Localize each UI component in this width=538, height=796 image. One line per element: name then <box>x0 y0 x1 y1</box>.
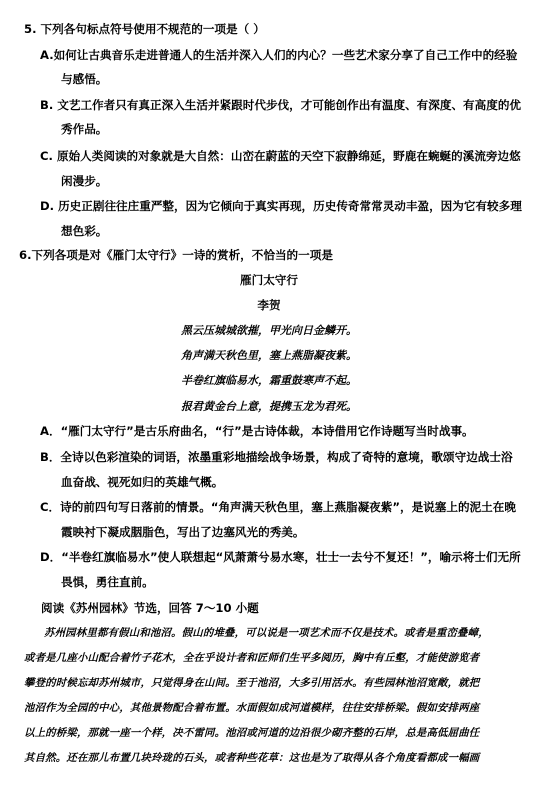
poem-line-1: 黑云压城城欲摧，甲光向日金鳞开。 <box>181 324 357 337</box>
poem-line-2: 角声满天秋色里，塞上燕脂凝夜紫。 <box>181 349 357 362</box>
q6-option-c-line2: 霞映衬下凝成胭脂色，写出了边塞风光的秀美。 <box>61 525 305 539</box>
q5-option-a-line1: A.如何让古典音乐走进普通人的生活并深入人们的内心？一些艺术家分享了自己工作中的经验 <box>40 48 518 62</box>
reading-heading: 阅读《苏州园林》节选，回答 7～10 小题 <box>41 601 259 615</box>
poem-line-3: 半卷红旗临易水，霜重鼓寒声不起。 <box>181 374 357 387</box>
q5-option-b-line1: B. 文艺工作者只有真正深入生活并紧跟时代步伐，才可能创作出有温度、有深度、有高度的优 <box>40 98 522 112</box>
poem-line-4: 报君黄金台上意，提携玉龙为君死。 <box>181 400 357 413</box>
q5-option-d-line1: D. 历史正剧往往庄重严整，因为它倾向于真实再现，历史传奇常常灵动丰盈，因为它有较多理 <box>40 199 522 213</box>
passage-line-3: 攀登的时候忘却苏州城市，只觉得身在山间。至于池沼，大多引用活水。有些园林池沼宽敞，就把 <box>24 677 480 689</box>
q6-stem: 6.下列各项是对《雁门太守行》一诗的赏析，不恰当的一项是 <box>19 248 333 262</box>
passage-line-5: 以上的桥梁，那就一座一个样，决不雷同。池沼或河道的边沿很少砌齐整的石岸，总是高低屈曲任 <box>24 727 480 739</box>
poem-title: 雁门太守行 <box>240 273 298 287</box>
q6-option-c-line1: C．诗的前四句写日落前的情景。“角声满天秋色里，塞上燕脂凝夜紫”，是说塞上的泥土在晚 <box>40 500 516 514</box>
q5-option-d-line2: 想色彩。 <box>61 224 108 238</box>
q5-option-c-line1: C. 原始人类阅读的对象就是大自然：山峦在蔚蓝的天空下寂静绵延，野鹿在蜿蜒的溪流旁边悠 <box>40 149 521 163</box>
passage-line-6: 其自然。还在那儿布置几块玲珑的石头，或者种些花草：这也是为了取得从各个角度看都成一幅画 <box>24 752 480 764</box>
passage-line-2: 或者是几座小山配合着竹子花木，全在乎设计者和匠师们生平多阅历，胸中有丘壑，才能使游览者 <box>24 652 480 664</box>
q5-option-b-line2: 秀作品。 <box>61 122 108 136</box>
passage-line-4: 池沼作为全园的中心，其他景物配合着布置。水面假如成河道模样，往往安排桥梁。假如安排两座 <box>24 702 480 714</box>
q5-stem: 5. 下列各句标点符号使用不规范的一项是（ ） <box>24 22 265 36</box>
q6-option-d-line2: 畏惧，勇往直前。 <box>61 575 154 589</box>
poem-author: 李贺 <box>257 298 281 312</box>
q6-option-a: A．“雁门太守行”是古乐府曲名，“行”是古诗体裁，本诗借用它作诗题写当时战事。 <box>40 424 474 438</box>
q5-option-c-line2: 闲漫步。 <box>61 174 108 188</box>
q6-option-b-line1: B．全诗以色彩渲染的词语，浓墨重彩地描绘战争场景，构成了奇特的意境，歌颂守边战士浴 <box>40 450 513 464</box>
q5-option-a-line2: 与感悟。 <box>61 72 108 86</box>
passage-line-1: 苏州园林里都有假山和池沼。假山的堆叠，可以说是一项艺术而不仅是技术。或者是重峦叠嶂， <box>44 627 489 639</box>
q6-option-d-line1: D．“半卷红旗临易水”使人联想起“风萧萧兮易水寒，壮士一去兮不复还！”，喻示将士们无所 <box>40 550 521 564</box>
q6-option-b-line2: 血奋战、视死如归的英雄气概。 <box>61 475 224 489</box>
